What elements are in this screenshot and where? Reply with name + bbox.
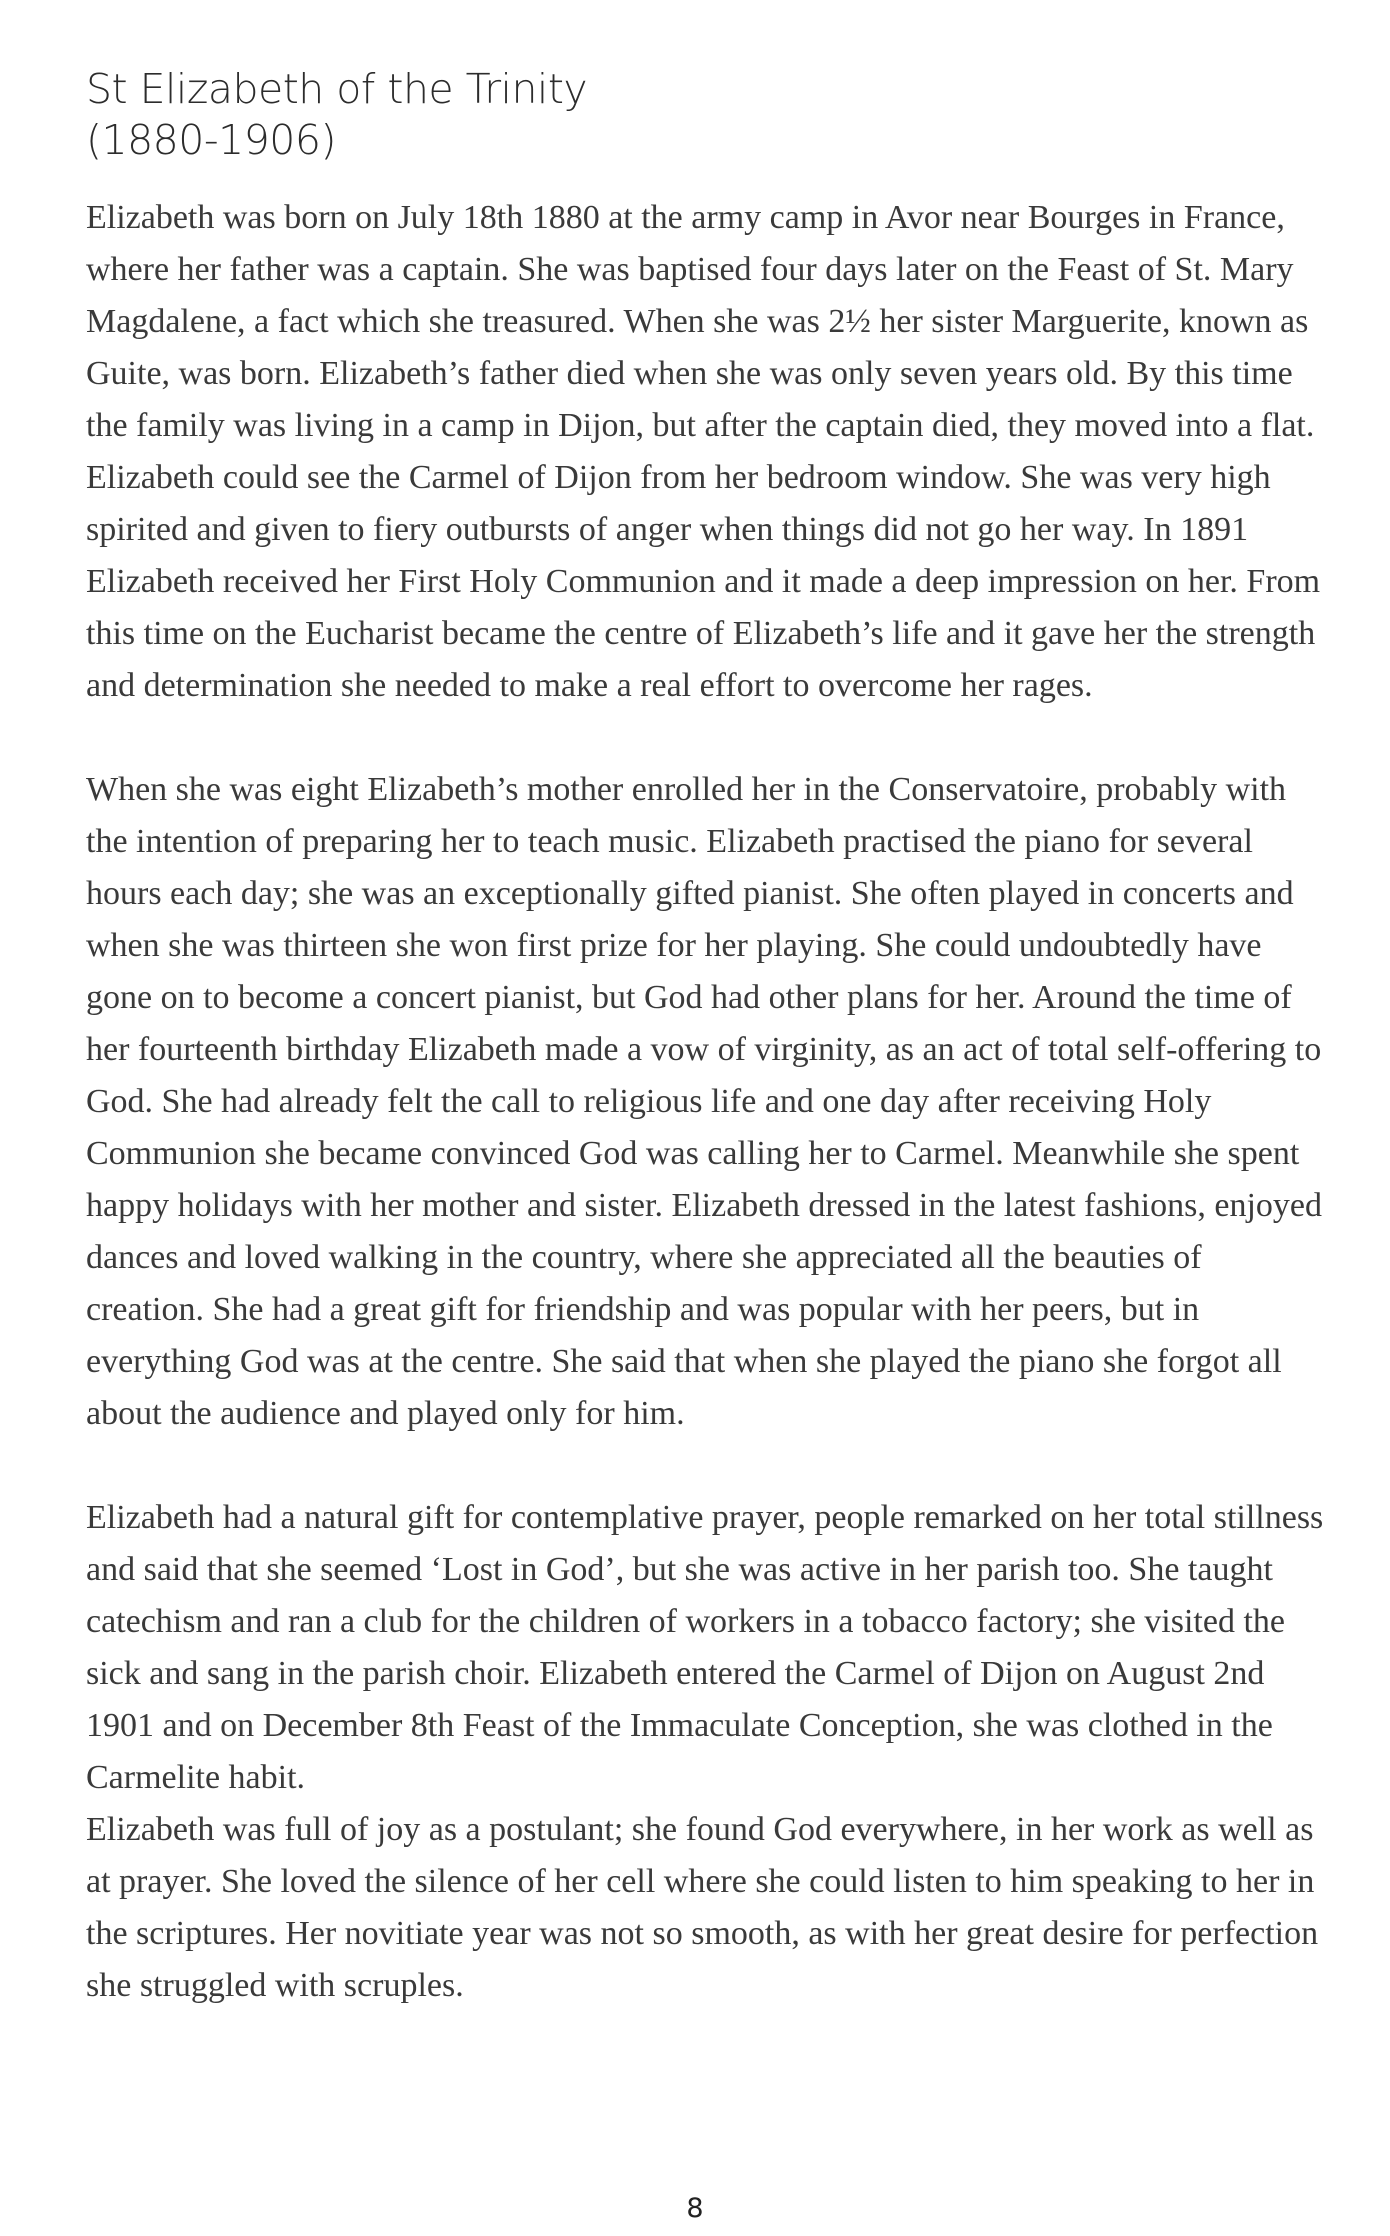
page-number: 8 bbox=[686, 2193, 704, 2224]
title-name: St Elizabeth of the Trinity bbox=[86, 65, 588, 113]
paragraph-early-life: Elizabeth was born on July 18th 1880 at the army camp in Avor near Bourges in France, where her father was a captain. She was baptised four days later on the Feast of St. Mary Magdalene, a fact which she treasured. When she was 2½ her sister Marguerite, known as Guite, was born. Elizabeth’s father died when she was only seven years old. By this time the family was living in a camp in Dijon, but after the captain died, they moved into a flat. Elizabeth could see the Carmel of Dijon from her bedroom window. She was very high spirited and given to fiery outbursts of anger when things did not go her way. In 1891 Elizabeth received her First Holy Communion and it made a deep impression on her. From this time on the Eucharist became the centre of Elizabeth’s life and it gave her the strength and determination she needed to make a real effort to overcome her rages. bbox=[86, 199, 1321, 704]
paragraph-music: When she was eight Elizabeth’s mother enrolled her in the Conservatoire, probably with the intention of preparing her to teach music. Elizabeth practised the piano for several hours each day; she was an exceptionally gifted pianist. She often played in concerts and when she was thirteen she won first prize for her playing. She could undoubtedly have gone on to become a concert pianist, but God had other plans for her. Around the time of her fourteenth birthday Elizabeth made a vow of virginity, as an act of total self-offering to God. She had already felt the call to religious life and one day after receiving Holy Communion she became convinced God was calling her to Carmel. Meanwhile she spent happy holidays with her mother and sister. Elizabeth dressed in the latest fashions, enjoyed dances and loved walking in the country, where she appreciated all the beauties of creation. She had a great gift for friendship and was popular with her peers, but in everything God was at the centre. She said that when she played the piano she forgot all about the audience and played only for him. bbox=[86, 771, 1322, 1432]
title-dates: (1880-1906) bbox=[86, 116, 336, 164]
paragraph-postulant: Elizabeth was full of joy as a postulant; she found God everywhere, in her work as well as at prayer. She loved the silence of her cell where she could listen to him speaking to her in the scriptures. Her novitiate year was not so smooth, as with her great desire for perfection she struggled with scruples. bbox=[86, 1811, 1319, 2004]
paragraph-prayer: Elizabeth had a natural gift for contemplative prayer, people remarked on her total stillness and said that she seemed ‘Lost in God’, but she was active in her parish too. She taught catechism and ran a club for the children of workers in a tobacco factory; she visited the sick and sang in the parish choir. Elizabeth entered the Carmel of Dijon on August 2nd 1901 and on December 8th Feast of the Immaculate Conception, she was clothed in the Carmelite habit. bbox=[86, 1499, 1324, 1796]
body-text bbox=[86, 192, 1326, 2012]
page-title bbox=[86, 64, 587, 166]
